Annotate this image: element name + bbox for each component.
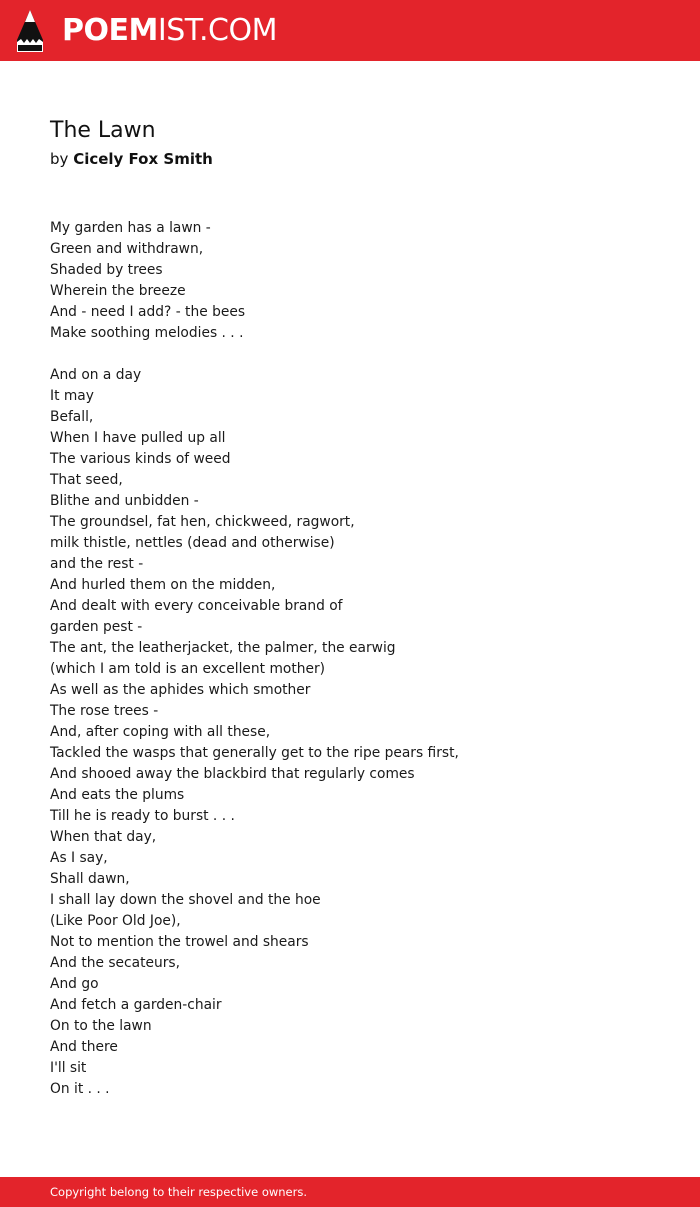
poem-line: And - need I add? - the bees bbox=[50, 304, 246, 320]
poem-line: It may bbox=[50, 388, 94, 404]
poem-line: and the rest - bbox=[50, 556, 144, 572]
site-header bbox=[0, 0, 700, 61]
poem-line: And dealt with every conceivable brand of bbox=[50, 598, 343, 614]
poem-line: And fetch a garden-chair bbox=[50, 997, 222, 1013]
poem-line: That seed, bbox=[50, 472, 123, 488]
poem-line: I'll sit bbox=[50, 1060, 87, 1076]
poem-line: Make soothing melodies . . . bbox=[50, 325, 244, 341]
poem-line: Befall, bbox=[50, 409, 94, 425]
poem-line: Shall dawn, bbox=[50, 871, 130, 887]
brand-light: IST.COM bbox=[157, 13, 277, 48]
poem-line: When I have pulled up all bbox=[50, 430, 226, 446]
poem-stanza bbox=[50, 218, 670, 344]
by-label: by bbox=[50, 150, 69, 168]
poem-line: When that day, bbox=[50, 829, 157, 845]
poem-body bbox=[50, 218, 670, 1121]
author-name: Cicely Fox Smith bbox=[73, 150, 213, 168]
poem-line: Till he is ready to burst . . . bbox=[50, 808, 235, 824]
poem-line: And on a day bbox=[50, 367, 142, 383]
poem-line: Not to mention the trowel and shears bbox=[50, 934, 309, 950]
site-footer bbox=[0, 1177, 700, 1207]
poem-line: And hurled them on the midden, bbox=[50, 577, 276, 593]
poem-line: And, after coping with all these, bbox=[50, 724, 271, 740]
poem-line: The groundsel, fat hen, chickweed, ragwort, bbox=[50, 514, 355, 530]
pencil-icon[interactable] bbox=[17, 10, 43, 52]
site-logo[interactable] bbox=[62, 11, 277, 51]
poem-line: My garden has a lawn - bbox=[50, 220, 211, 236]
poem-line: The various kinds of weed bbox=[50, 451, 231, 467]
poem-line: As well as the aphides which smother bbox=[50, 682, 311, 698]
poem-line: And shooed away the blackbird that regularly comes bbox=[50, 766, 415, 782]
poem-line: On to the lawn bbox=[50, 1018, 152, 1034]
poem-line: Wherein the breeze bbox=[50, 283, 186, 299]
poem-line: milk thistle, nettles (dead and otherwise) bbox=[50, 535, 335, 551]
poem-line: The ant, the leatherjacket, the palmer, the earwig bbox=[50, 640, 396, 656]
poem-line: (Like Poor Old Joe), bbox=[50, 913, 181, 929]
poem-title: The Lawn bbox=[50, 118, 156, 143]
byline bbox=[50, 148, 213, 170]
poem-line: Tackled the wasps that generally get to the ripe pears first, bbox=[50, 745, 459, 761]
poem-line: As I say, bbox=[50, 850, 108, 866]
poem-line: Shaded by trees bbox=[50, 262, 163, 278]
poem-line: And the secateurs, bbox=[50, 955, 180, 971]
poem-line: And eats the plums bbox=[50, 787, 185, 803]
poem-line: The rose trees - bbox=[50, 703, 159, 719]
poem-line: Green and withdrawn, bbox=[50, 241, 204, 257]
poem-line: garden pest - bbox=[50, 619, 143, 635]
poem-stanza bbox=[50, 365, 670, 1100]
poem-line: And there bbox=[50, 1039, 118, 1055]
poem-line: On it . . . bbox=[50, 1081, 110, 1097]
poem-line: Blithe and unbidden - bbox=[50, 493, 199, 509]
poem-line: (which I am told is an excellent mother) bbox=[50, 661, 326, 677]
poem-line: I shall lay down the shovel and the hoe bbox=[50, 892, 321, 908]
copyright-text: Copyright belong to their respective owners. bbox=[50, 1185, 308, 1199]
brand-bold: POEM bbox=[62, 13, 158, 48]
poem-line: And go bbox=[50, 976, 99, 992]
